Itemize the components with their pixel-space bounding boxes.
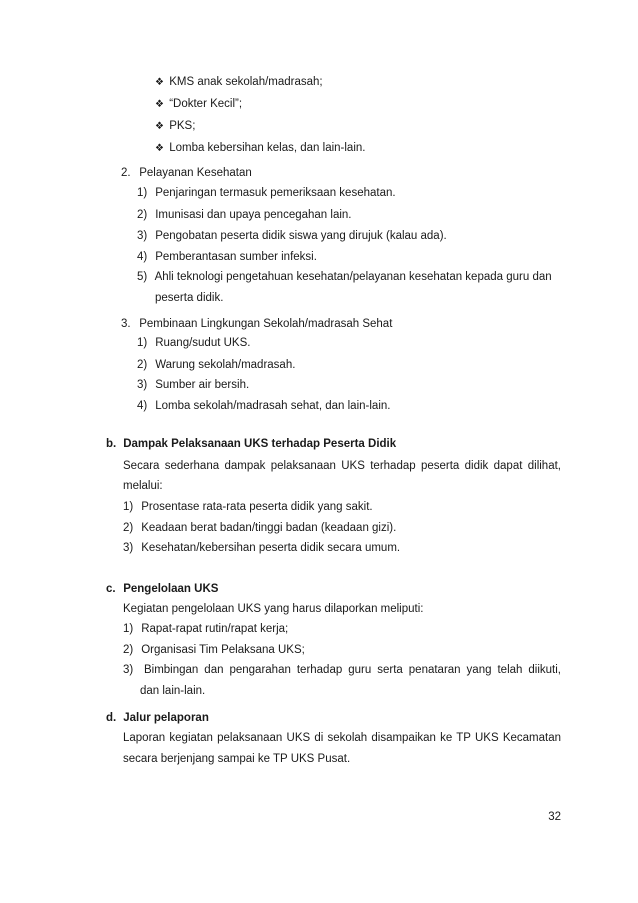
bullet-item: ❖ “Dokter Kecil”; — [155, 98, 243, 110]
diamond-bullet-icon: ❖ — [155, 143, 164, 154]
list-item: 4) Lomba sekolah/madrasah sehat, dan lain-lain. — [137, 400, 391, 412]
list-item-continuation: peserta didik. — [155, 292, 224, 304]
bullet-item: ❖ PKS; — [155, 120, 196, 132]
list-item: 5) Ahli teknologi pengetahuan kesehatan/pelayanan kesehatan kepada guru dan — [137, 271, 552, 283]
diamond-bullet-icon: ❖ — [155, 121, 164, 132]
paragraph: Secara sederhana dampak pelaksanaan UKS terhadap peserta didik dapat dilihat, — [123, 460, 561, 472]
page-number: 32 — [548, 811, 561, 823]
diamond-bullet-icon: ❖ — [155, 77, 164, 88]
bullet-item: ❖ Lomba kebersihan kelas, dan lain-lain. — [155, 142, 366, 154]
section-heading: c. Pengelolaan UKS — [106, 583, 219, 595]
list-item: 1) Penjaringan termasuk pemeriksaan kesehatan. — [137, 187, 396, 199]
paragraph: melalui: — [123, 480, 163, 492]
paragraph: Kegiatan pengelolaan UKS yang harus dilaporkan meliputi: — [123, 603, 424, 615]
bullet-item: ❖ KMS anak sekolah/madrasah; — [155, 76, 323, 88]
paragraph: secara berjenjang sampai ke TP UKS Pusat. — [123, 753, 351, 765]
list-item: 3) Kesehatan/kebersihan peserta didik secara umum. — [123, 542, 401, 554]
paragraph: Laporan kegiatan pelaksanaan UKS di sekolah disampaikan ke TP UKS Kecamatan — [123, 732, 561, 744]
section-heading: 3. Pembinaan Lingkungan Sekolah/madrasah Sehat — [121, 318, 393, 330]
list-item: 2) Organisasi Tim Pelaksana UKS; — [123, 644, 305, 656]
list-item: 1) Rapat-rapat rutin/rapat kerja; — [123, 623, 289, 635]
section-heading: 2. Pelayanan Kesehatan — [121, 167, 252, 179]
list-item: 2) Warung sekolah/madrasah. — [137, 359, 296, 371]
list-item: 4) Pemberantasan sumber infeksi. — [137, 251, 317, 263]
list-item: 2) Keadaan berat badan/tinggi badan (keadaan gizi). — [123, 522, 397, 534]
section-heading: b. Dampak Pelaksanaan UKS terhadap Peserta Didik — [106, 438, 397, 450]
list-item-continuation: dan lain-lain. — [140, 685, 206, 697]
list-item: 1) Prosentase rata-rata peserta didik yang sakit. — [123, 501, 373, 513]
list-item: 3) Pengobatan peserta didik siswa yang dirujuk (kalau ada). — [137, 230, 447, 242]
list-item: 3) Sumber air bersih. — [137, 379, 250, 391]
list-item: 3) Bimbingan dan pengarahan terhadap guru serta penataran yang telah diikuti, — [123, 664, 561, 676]
list-item: 1) Ruang/sudut UKS. — [137, 337, 251, 349]
diamond-bullet-icon: ❖ — [155, 99, 164, 110]
section-heading: d. Jalur pelaporan — [106, 712, 209, 724]
list-item: 2) Imunisasi dan upaya pencegahan lain. — [137, 209, 352, 221]
